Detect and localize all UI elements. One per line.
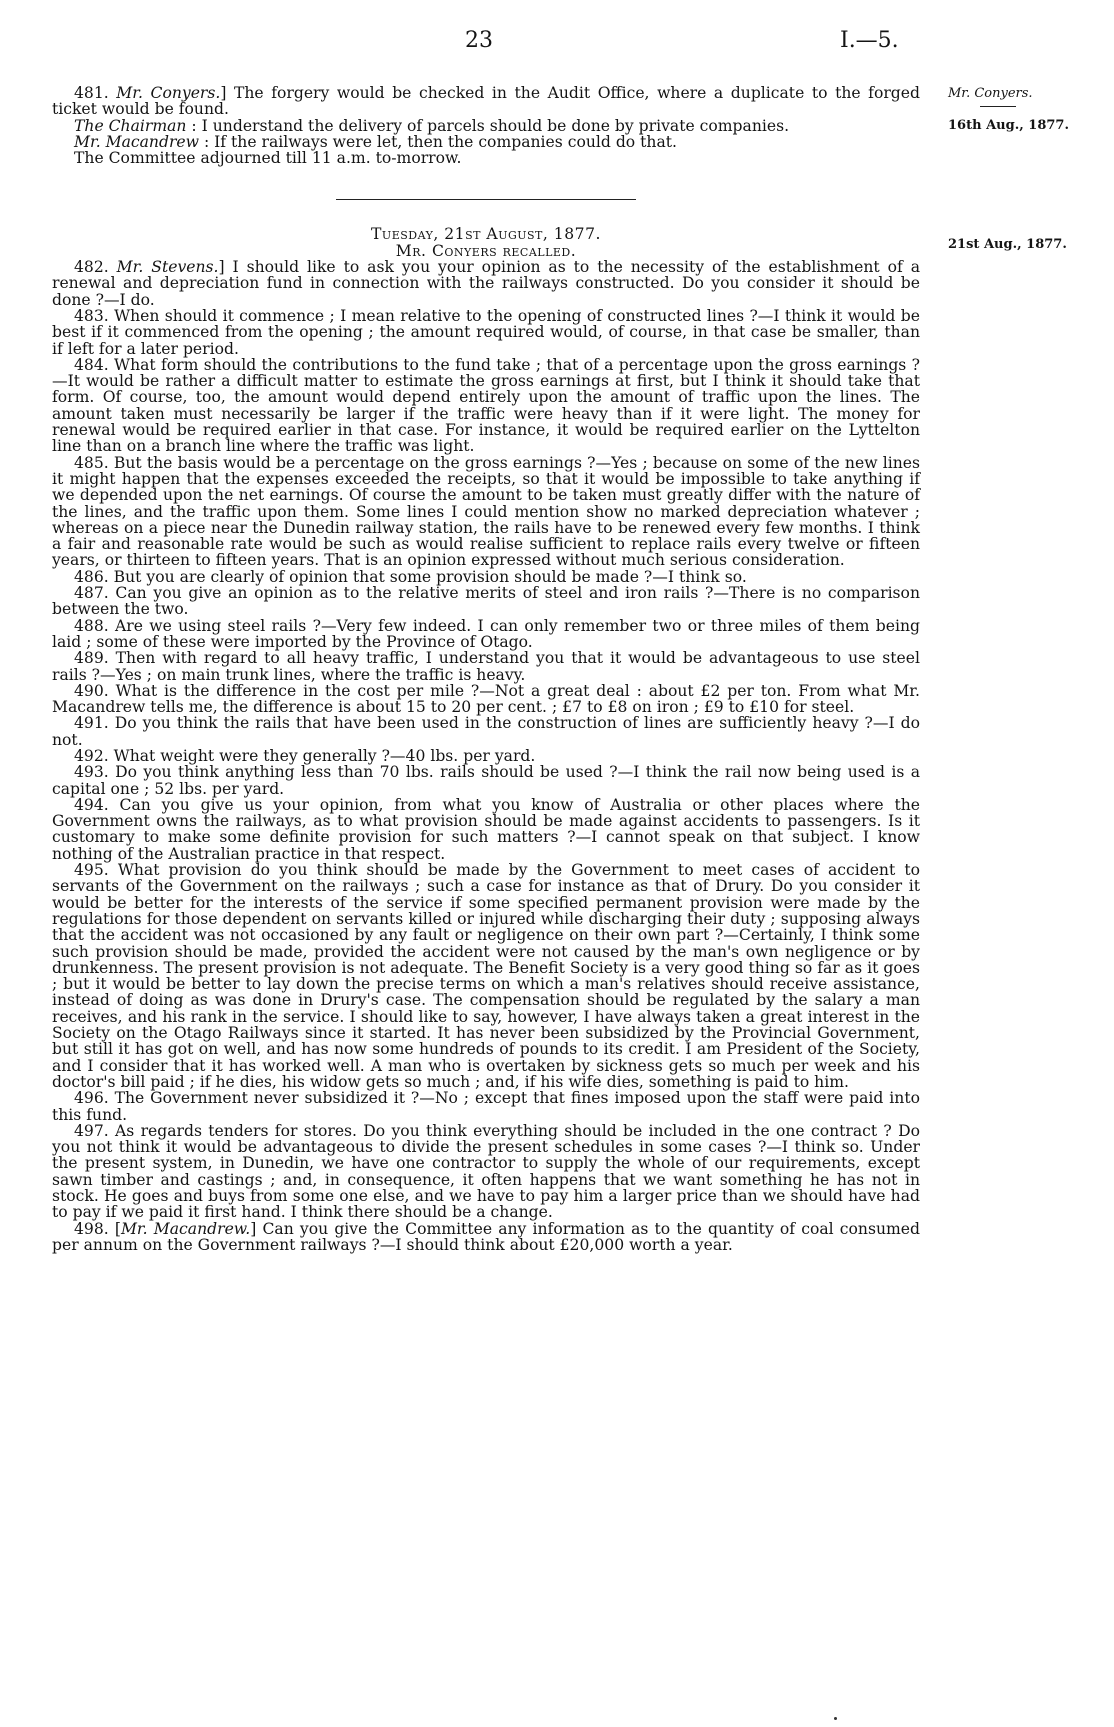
evidence-body (52, 85, 920, 1253)
question-491: 491. Do you think the rails that have been used in the construction of lines are sufficiently heavy ?—I do not. (52, 714, 920, 749)
page-number: 23 (465, 28, 493, 53)
section-divider (336, 199, 636, 200)
question-496: 496. The Government never subsidized it ?—No ; except that fines imposed upon the staff were paid into this fund. (52, 1089, 920, 1124)
speaker: Mr. Macandrew. (120, 1219, 251, 1238)
question-490: 490. What is the difference in the cost per mile ?—Not a great deal : about £2 per ton. From what Mr. Macandrew tells me, the difference is about 15 to 20 per cent. ; £7 to £8 on iron ; £9 to £10 for steel. (52, 681, 920, 717)
page-header (0, 28, 1114, 58)
speaker: The Chairman (74, 116, 187, 135)
question-481: 481. Mr. Conyers.] The forgery would be checked in the Audit Office, where a duplicate to the forged ticket would be found. (52, 84, 920, 119)
question-492: 492. What weight were they generally ?—40 lbs. per yard. (74, 746, 536, 765)
adjournment-note: The Committee adjourned till 11 a.m. to-morrow. (74, 149, 462, 168)
question-485: 485. But the basis would be a percentage on the gross earnings ?—Yes ; because on some of the new lines it might happen that the expenses exceeded the receipts, so that it would be impossible to take anything if we depended upon the net earnings. Of course the amount to be taken must greatly differ with the nature of the lines, and the traffic upon them. Some lines I could mention show no marked depreciation whatever ; whereas on a piece near the Dunedin railway station, the rails have to be renewed every few months. I think a fair and reasonable rate would be such as would realise sufficient to replace rails every twelve or fifteen years, or thirteen to fifteen years. That is an opinion expressed without much serious consideration. (52, 453, 920, 570)
margin-divider (980, 106, 1016, 107)
question-489: 489. Then with regard to all heavy traffic, I understand you that it would be advantageous to use steel rails ?—Yes ; on main trunk lines, where the traffic is heavy. (52, 649, 920, 684)
question-494: 494. Can you give us your opinion, from what you know of Australia or other places where the Government owns the railways, as to what provision should be made against accidents to passengers. Is it customary to make some definite provision for such matters ?—I cannot speak on that subject. I know nothing of the Australian practice in that respect. (52, 795, 920, 863)
print-speck (834, 1717, 837, 1720)
speaker: Mr. Conyers. (116, 84, 221, 102)
question-495: 495. What provision do you think should be made by the Government to meet cases of accident to servants of the Government on the railways ; such a case for instance as that of Drury. Do you consider it would be better for the interests of the service if some specified permanent provision were made by the regulations for those dependent on servants killed or injured while discharging their duty ; supposing always that the accident was not occasioned by any fault or negligence on their own part ?—Certainly, I think some such provision should be made, provided the accident were not caused by the man's own negligence or by drunkenness. The present provision is not adequate. The Benefit Society is a very good thing so far as it goes ; but it would be better to lay down the precise terms on which a man's relatives should receive assistance, instead of doing as was done in Drury's case. The compensation should be regulated by the salary a man receives, and his rank in the service. I should like to say, however, I have always taken a great interest in the Society on the Otago Railways since it started. It has never been subsidized by the Provincial Government, but still it has got on well, and has now some hundreds of pounds to its credit. I am President of the Society, and I consider that it has worked well. A man who is overtaken by sickness gets so much per week and his doctor's bill paid ; if he dies, his widow gets so much ; and, if his wife dies, something is paid to him. (52, 861, 920, 1091)
question-484: 484. What form should the contributions to the fund take ; that of a percentage upon the gross earnings ?—It would be rather a difficult matter to estimate the gross earnings at first, but I think it should take that form. Of course, too, the amount would depend entirely upon the amount of traffic upon the lines. The amount taken must necessarily be larger if the traffic were heavy than if it were light. The money for renewal would be required earlier in that case. For instance, it would be required earlier on the Lyttelton line than on a branch line where the traffic was light. (52, 355, 920, 456)
question-482: 482. Mr. Stevens.] I should like to ask you your opinion as to the necessity of the establishment of a renewal and depreciation fund in connection with the railways constructed. Do you consider it should be done ?—I do. (52, 258, 920, 309)
question-497: 497. As regards tenders for stores. Do you think everything should be included in the one contract ? Do you not think it would be advantageous to divide the present schedules in some cases ?—I think so. Under the present system, in Dunedin, we have one contractor to supply the whole of our requirements, except sawn timber and castings ; and, in consequence, it often happens that we want something he has not in stock. He goes and buys from some one else, and we have to pay him a larger price than we should have had to pay if we paid it first hand. I think there should be a change. (52, 1121, 920, 1222)
witness-recalled: Mr. Conyers recalled. (395, 241, 577, 260)
speaker: Mr. Stevens. (116, 258, 219, 277)
paper-series: I.—5. (840, 28, 899, 53)
question-486: 486. But you are clearly of opinion that some provision should be made ?—I think so. (74, 567, 747, 586)
margin-date-21: 21st Aug., 1877. (948, 237, 1067, 252)
question-493: 493. Do you think anything less than 70 lbs. rails should be used ?—I think the rail now being used is a capital one ; 52 lbs. per yard. (52, 763, 920, 798)
question-483: 483. When should it commence ; I mean relative to the opening of constructed lines ?—I think it would be best if it commenced from the opening ; the amount required would, of course, in that case be smaller, than if left for a later period. (52, 306, 920, 358)
question-488: 488. Are we using steel rails ?—Very few indeed. I can only remember two or three miles of them being laid ; some of these were imported by the Province of Otago. (52, 616, 920, 651)
question-498: 498. [Mr. Macandrew.] Can you give the Committee any information as to the quantity of coal consumed per annum on the Government railways ?—I should think about £20,000 worth a year. (52, 1219, 920, 1254)
margin-date-16: 16th Aug., 1877. (948, 118, 1069, 133)
question-487: 487. Can you give an opinion as to the relative merits of steel and iron rails ?—There is no comparison between the two. (52, 584, 920, 619)
speaker: Mr. Macandrew (74, 132, 199, 151)
macandrew-remark: Mr. Macandrew : If the railways were let, then the companies could do that. (74, 132, 677, 151)
margin-speaker: Mr. Conyers. (948, 86, 1033, 101)
day-heading: Tuesday, 21st August, 1877. (371, 225, 601, 244)
chairman-remark: The Chairman : I understand the delivery of parcels should be done by private companies. (74, 116, 790, 135)
